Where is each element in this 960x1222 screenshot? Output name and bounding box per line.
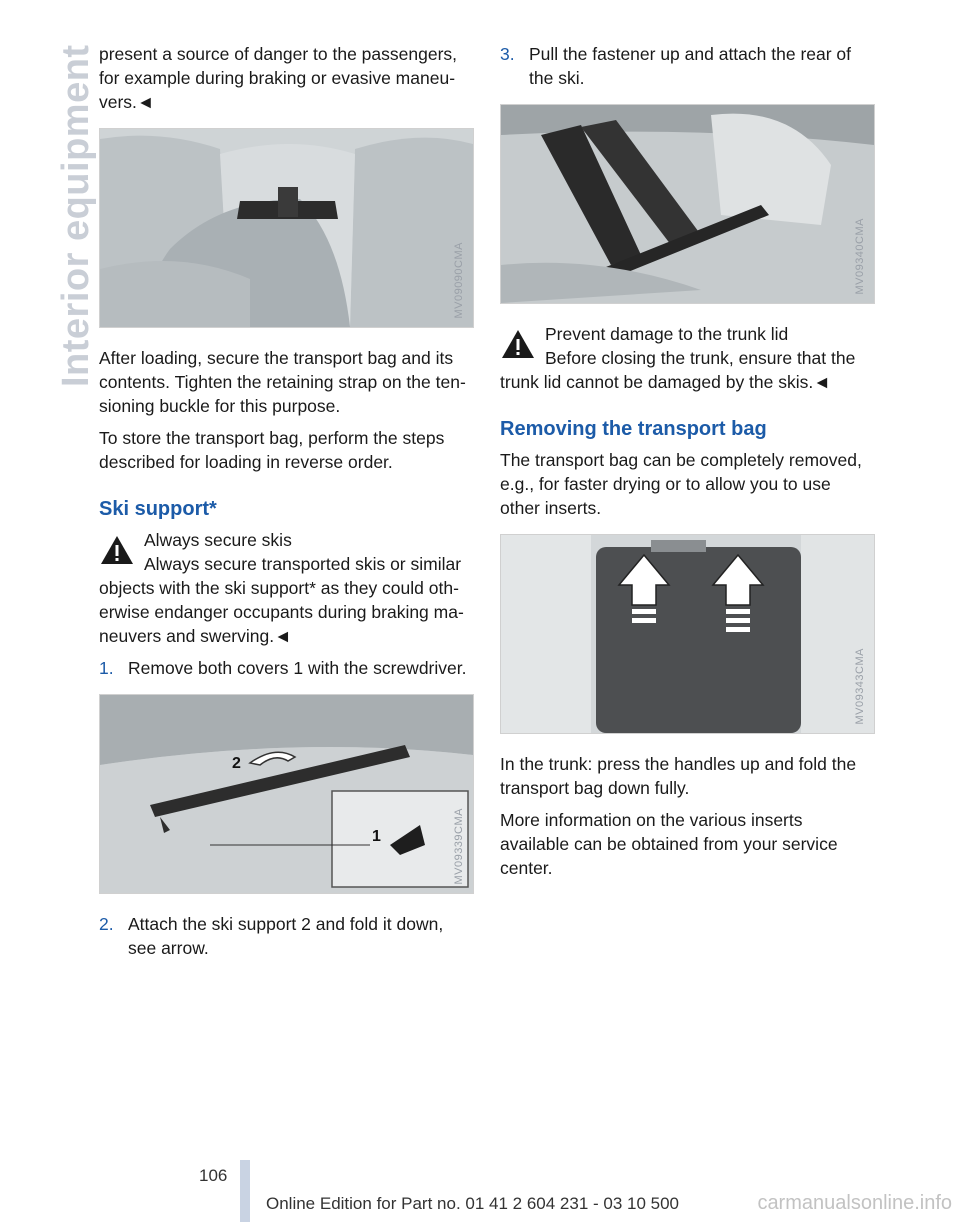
- figure-code: MV09339CMA: [453, 808, 465, 885]
- warning-title: Always secure skis: [144, 530, 292, 550]
- figure-code: MV09343CMA: [854, 648, 866, 725]
- removing-transport-bag-heading: Removing the transport bag: [500, 418, 767, 440]
- section-side-tab: [0, 0, 97, 420]
- section-title: Interior equipment: [55, 44, 97, 387]
- figure-transport-bag-handles: [500, 534, 875, 734]
- figure-label-2: 2: [232, 755, 241, 772]
- step-number: 2.: [99, 914, 114, 934]
- warning-secure-skis: [99, 528, 474, 648]
- intro-paragraph: present a source of danger to the passengers, for example during braking or evasive maneu-vers.◄: [99, 44, 458, 112]
- left-column: [99, 42, 474, 968]
- warning-trunk-lid: [500, 322, 875, 394]
- figure-ski-support-covers: [99, 694, 474, 894]
- after-loading-paragraph: After loading, secure the transport bag and its contents. Tighten the retaining strap on the ten-sioning buckle for this purpose.: [99, 348, 466, 416]
- warning-title: Prevent damage to the trunk lid: [545, 324, 789, 344]
- step-2: [99, 912, 474, 960]
- page-number: 106: [199, 1166, 228, 1185]
- warning-triangle-icon: [500, 328, 536, 360]
- remove-paragraph: The transport bag can be completely removed, e.g., for faster drying or to allow you to use other inserts.: [500, 450, 862, 518]
- step-text: Pull the fastener up and attach the rear of the ski.: [529, 44, 852, 88]
- footer-bar: [240, 1160, 250, 1222]
- step-number: 3.: [500, 44, 515, 64]
- more-info-paragraph: More information on the various inserts available can be obtained from your service center.: [500, 810, 838, 878]
- step-3: [500, 42, 875, 90]
- figure-label-1: 1: [372, 828, 381, 845]
- figure-seat-transport-bag: [99, 128, 474, 328]
- warning-triangle-icon: [99, 534, 135, 566]
- edition-text: Online Edition for Part no. 01 41 2 604 231 - 03 10 500: [266, 1194, 680, 1213]
- watermark: carmanualsonline.info: [757, 1192, 952, 1214]
- step-1: [99, 656, 474, 680]
- right-column: [500, 42, 875, 888]
- store-paragraph: To store the transport bag, perform the steps described for loading in reverse order.: [99, 428, 445, 472]
- warning-body: Before closing the trunk, ensure that the trunk lid cannot be damaged by the skis.◄: [500, 348, 856, 392]
- trunk-paragraph: In the trunk: press the handles up and fold the transport bag down fully.: [500, 754, 857, 798]
- figure-code: MV09090CMA: [453, 242, 465, 319]
- step-text: Remove both covers 1 with the screwdriver.: [128, 658, 467, 678]
- figure-ski-fastener: [500, 104, 875, 304]
- warning-body: Always secure transported skis or similar objects with the ski support* as they could oth-erwise endanger occupants during braking ma-neuvers and swerving.◄: [99, 554, 464, 646]
- step-number: 1.: [99, 658, 114, 678]
- figure-code: MV09340CMA: [854, 218, 866, 295]
- ski-support-heading: Ski support*: [99, 498, 217, 520]
- step-text: Attach the ski support 2 and fold it down, see arrow.: [128, 914, 444, 958]
